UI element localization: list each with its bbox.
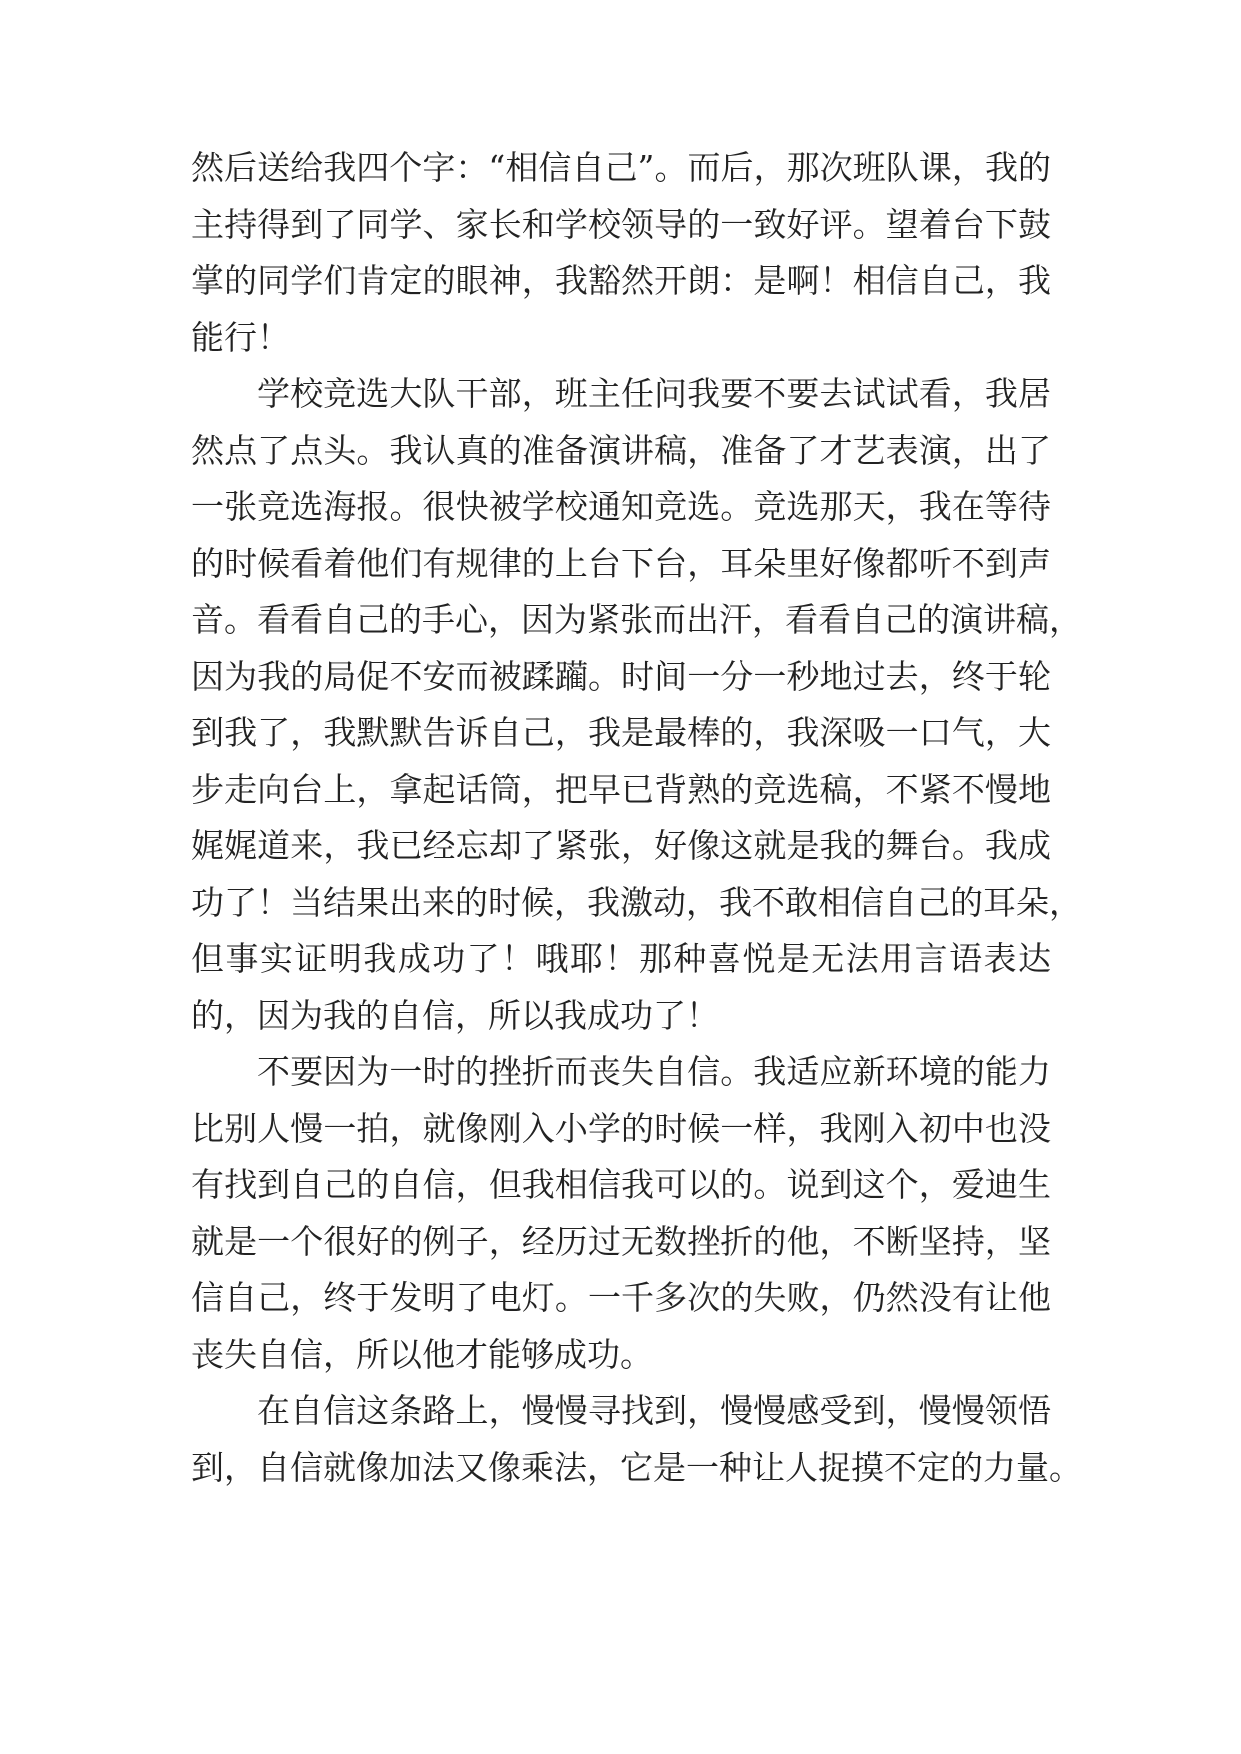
text-line: 然后送给我四个字：“相信自己”。而后，那次班队课，我的 <box>191 148 1051 187</box>
paragraph-first-line: 在自信这条路上，慢慢寻找到，慢慢感受到，慢慢领悟 <box>257 1391 1051 1430</box>
text-line: 因为我的局促不安而被蹂躏。时间一分一秒地过去，终于轮 <box>191 657 1051 696</box>
text-line: 就是一个很好的例子，经历过无数挫折的他，不断坚持，坚 <box>191 1222 1051 1261</box>
text-line: 功了！当结果出来的时候，我激动，我不敢相信自己的耳朵， <box>191 883 1082 922</box>
text-line: 信自己，终于发明了电灯。一千多次的失败，仍然没有让他 <box>191 1278 1051 1317</box>
text-line: 娓娓道来，我已经忘却了紧张，好像这就是我的舞台。我成 <box>191 826 1051 865</box>
text-line: 掌的同学们肯定的眼神，我豁然开朗：是啊！相信自己，我 <box>191 261 1051 300</box>
text-line: 丧失自信，所以他才能够成功。 <box>191 1335 653 1374</box>
text-line: 步走向台上，拿起话筒，把早已背熟的竞选稿，不紧不慢地 <box>191 770 1051 809</box>
text-line: 的时候看着他们有规律的上台下台，耳朵里好像都听不到声 <box>191 544 1051 583</box>
text-line: 到我了，我默默告诉自己，我是最棒的，我深吸一口气，大 <box>191 713 1051 752</box>
text-line: 有找到自己的自信，但我相信我可以的。说到这个，爱迪生 <box>191 1165 1051 1204</box>
text-line: 的，因为我的自信，所以我成功了！ <box>191 996 719 1035</box>
text-line: 到，自信就像加法又像乘法，它是一种让人捉摸不定的力量。 <box>191 1448 1082 1487</box>
text-line: 一张竞选海报。很快被学校通知竞选。竞选那天，我在等待 <box>191 487 1051 526</box>
text-line: 音。看看自己的手心，因为紧张而出汗，看看自己的演讲稿， <box>191 600 1082 639</box>
text-line: 但事实证明我成功了！哦耶！那种喜悦是无法用言语表达 <box>191 939 1051 978</box>
text-line: 能行！ <box>191 318 290 357</box>
paragraph-first-line: 不要因为一时的挫折而丧失自信。我适应新环境的能力 <box>257 1052 1051 1091</box>
text-line: 主持得到了同学、家长和学校领导的一致好评。望着台下鼓 <box>191 205 1051 244</box>
text-line: 然点了点头。我认真的准备演讲稿，准备了才艺表演，出了 <box>191 431 1051 470</box>
text-line: 比别人慢一拍，就像刚入小学的时候一样，我刚入初中也没 <box>191 1109 1051 1148</box>
paragraph-first-line: 学校竞选大队干部，班主任问我要不要去试试看，我居 <box>257 374 1051 413</box>
